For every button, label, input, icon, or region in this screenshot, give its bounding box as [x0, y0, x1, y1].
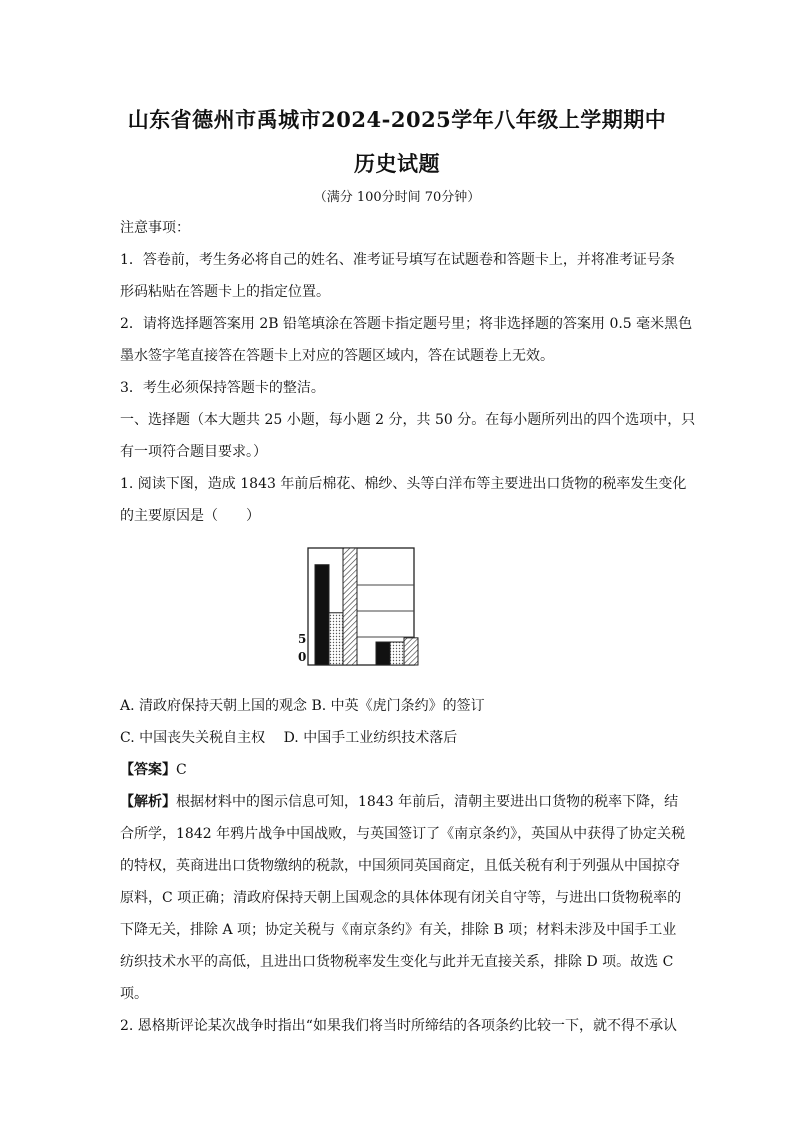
- question-1-options-ab: A. 清政府保持天朝上国的观念 B. 中英《虎门条约》的签订: [120, 698, 485, 714]
- answer-label: 【答案】: [120, 762, 176, 778]
- analysis-line-3: 的特权，英商进出口货物缴纳的税款，中国须同英国商定，且低关税有利于列强从中国掠夺: [120, 858, 680, 874]
- analysis-line-6: 纺织技术水平的高低，且进出口货物税率发生变化与此并无直接关系，排除 D 项。故选 C: [120, 954, 674, 970]
- note-3: 3．考生必须保持答题卡的整洁。: [120, 380, 325, 396]
- analysis-line-2: 合所学，1842 年鸦片战争中国战败，与英国签订了《南京条约》，英国从中获得了协定关税: [120, 826, 686, 842]
- question-2-line-1: 2. 恩格斯评论某次战争时指出“如果我们将当时所缔结的各项条约比较一下，就不得不承认: [120, 1018, 677, 1034]
- tax-rate-chart: [296, 545, 466, 670]
- analysis-label: 【解析】: [120, 794, 176, 810]
- question-1-line-2: 的主要原因是（ ）: [120, 508, 260, 524]
- notes-heading: 注意事项：: [120, 220, 190, 236]
- chart-bar: [315, 565, 329, 665]
- chart-bar: [390, 642, 404, 665]
- exam-score-time: （满分 100分时间 70分钟）: [313, 190, 481, 205]
- question-1-options-cd: C. 中国丧失关税自主权 D. 中国手工业纺织技术落后: [120, 730, 458, 746]
- note-2-line-2: 墨水签字笔直接答在答题卡上对应的答题区域内，答在试题卷上无效。: [120, 348, 554, 364]
- chart-bar: [404, 638, 418, 665]
- exam-subject-title: 历史试题: [354, 151, 440, 176]
- section-heading-line-2: 有一项符合题目要求。）: [120, 444, 267, 460]
- answer-line: [120, 760, 680, 780]
- note-2-line-1: 2．请将选择题答案用 2B 铅笔填涂在答题卡指定题号里；将非选择题的答案用 0.5 毫米黑色: [120, 316, 693, 332]
- analysis-text-1: 根据材料中的图示信息可知，1843 年前后，清朝主要进出口货物的税率下降，结: [176, 794, 679, 810]
- analysis-line-1: [120, 792, 680, 812]
- chart-bar: [343, 548, 357, 665]
- note-1-line-2: 形码粘贴在答题卡上的指定位置。: [120, 284, 330, 300]
- chart-ticks: [298, 632, 306, 664]
- chart-bar: [329, 613, 343, 665]
- exam-title: 山东省德州市禹城市2024-2025学年八年级上学期期中: [127, 107, 667, 132]
- chart-y-tick-label: 5: [298, 632, 307, 646]
- analysis-line-5: 下降无关，排除 A 项；协定关税与《南京条约》有关，排除 B 项；材料未涉及中国手工业: [120, 922, 677, 938]
- analysis-line-4: 原料，C 项正确；清政府保持天朝上国观念的具体体现有闭关自守等，与进出口货物税率的: [120, 890, 682, 906]
- analysis-line-7: 项。: [120, 986, 148, 1002]
- chart-bar: [376, 642, 390, 665]
- question-1-line-1: 1. 阅读下图，造成 1843 年前后棉花、棉纱、头等白洋布等主要进出口货物的税率发生变化: [120, 476, 687, 492]
- answer-value: C: [176, 762, 187, 778]
- chart-y-tick-label: 0: [298, 650, 307, 664]
- note-1-line-1: 1．答卷前，考生务必将自己的姓名、准考证号填写在试题卷和答题卡上，并将准考证号条: [120, 252, 675, 268]
- section-heading-line-1: 一、选择题（本大题共 25 小题，每小题 2 分，共 50 分。在每小题所列出的四个选项中，只: [120, 412, 696, 428]
- chart-bars: [315, 548, 418, 665]
